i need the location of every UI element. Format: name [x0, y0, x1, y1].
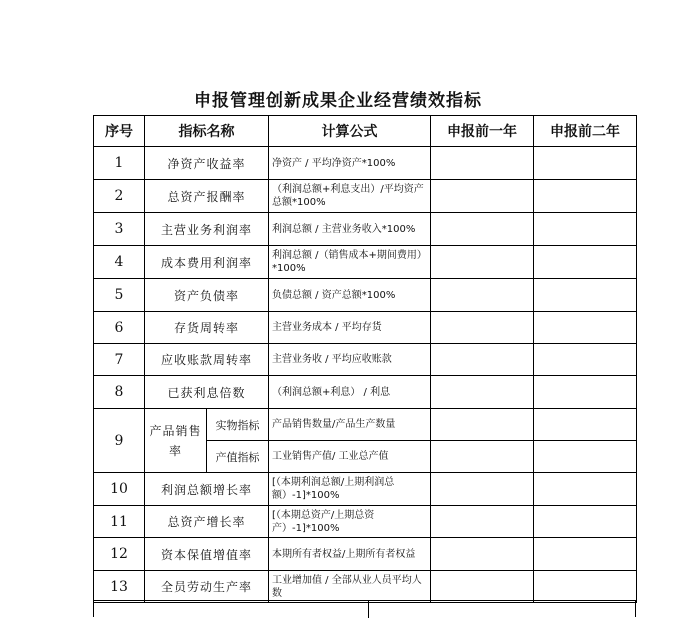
row-formula: 利润总额 / 主营业务收入*100% — [269, 213, 431, 246]
prev1-cell[interactable] — [431, 180, 534, 213]
row-name: 已获利息倍数 — [145, 376, 269, 409]
prev2-cell[interactable] — [534, 344, 637, 376]
table-row — [94, 213, 637, 246]
prev2-cell[interactable] — [534, 279, 637, 312]
row-formula: 利润总额 /（销售成本+期间费用）*100% — [269, 246, 431, 279]
row-formula: （利润总额+利息） / 利息 — [269, 376, 431, 409]
table-row — [94, 376, 637, 409]
row-seq: 8 — [94, 376, 145, 409]
row-sub-label: 产值指标 — [207, 441, 269, 473]
row-seq: 10 — [94, 473, 145, 506]
table-row — [94, 180, 637, 213]
row-name: 成本费用利润率 — [145, 246, 269, 279]
prev1-cell[interactable] — [431, 473, 534, 506]
prev2-cell[interactable] — [534, 213, 637, 246]
prev2-cell[interactable] — [534, 246, 637, 279]
row-name: 资本保值增值率 — [145, 538, 269, 571]
table-row — [94, 246, 637, 279]
table-row — [94, 473, 637, 506]
row-seq: 3 — [94, 213, 145, 246]
row-formula: [（本期利润总额/上期利润总额）-1]*100% — [269, 473, 431, 506]
prev2-cell[interactable] — [534, 571, 637, 603]
document-title: 申报管理创新成果企业经营绩效指标 — [194, 91, 482, 111]
prev1-cell[interactable] — [431, 571, 534, 603]
table-row — [94, 506, 637, 538]
prev1-cell[interactable] — [431, 409, 534, 441]
row-seq: 12 — [94, 538, 145, 571]
table-row — [94, 279, 637, 312]
prev2-cell[interactable] — [534, 376, 637, 409]
prev1-cell[interactable] — [431, 213, 534, 246]
table-continuation-row — [93, 600, 636, 617]
row-sub-label: 实物指标 — [207, 409, 269, 441]
table-row — [94, 409, 637, 441]
row-formula: 主营业务收 / 平均应收账款 — [269, 344, 431, 376]
row-formula: 主营业务成本 / 平均存货 — [269, 312, 431, 344]
row-seq: 9 — [94, 409, 145, 473]
row-formula: 本期所有者权益/上期所有者权益 — [269, 538, 431, 571]
row-seq: 13 — [94, 571, 145, 603]
header-name: 指标名称 — [145, 116, 269, 147]
prev2-cell[interactable] — [534, 180, 637, 213]
prev1-cell[interactable] — [431, 312, 534, 344]
prev1-cell[interactable] — [431, 441, 534, 473]
row-formula: 负债总额 / 资产总额*100% — [269, 279, 431, 312]
row-formula: [（本期总资产/上期总资产）-1]*100% — [269, 506, 431, 538]
row-seq: 2 — [94, 180, 145, 213]
table-row — [94, 312, 637, 344]
row-name: 存货周转率 — [145, 312, 269, 344]
header-prev1: 申报前一年 — [431, 116, 534, 147]
row-seq: 7 — [94, 344, 145, 376]
column-divider — [368, 601, 369, 618]
row-seq: 11 — [94, 506, 145, 538]
row-seq: 1 — [94, 147, 145, 180]
row-name: 资产负债率 — [145, 279, 269, 312]
row-name: 总资产报酬率 — [145, 180, 269, 213]
row-seq: 4 — [94, 246, 145, 279]
prev1-cell[interactable] — [431, 147, 534, 180]
table-row — [94, 571, 637, 603]
prev2-cell[interactable] — [534, 441, 637, 473]
prev2-cell[interactable] — [534, 506, 637, 538]
row-name: 主营业务利润率 — [145, 213, 269, 246]
prev1-cell[interactable] — [431, 344, 534, 376]
row-formula: （利润总额+利息支出）/平均资产总额*100% — [269, 180, 431, 213]
row-name: 净资产收益率 — [145, 147, 269, 180]
row-formula: 工业增加值 / 全部从业人员平均人数 — [269, 571, 431, 603]
prev1-cell[interactable] — [431, 376, 534, 409]
header-row — [94, 116, 637, 147]
prev2-cell[interactable] — [534, 147, 637, 180]
header-prev2: 申报前二年 — [534, 116, 637, 147]
performance-indicator-table — [93, 115, 637, 603]
row-name: 总资产增长率 — [145, 506, 269, 538]
prev2-cell[interactable] — [534, 312, 637, 344]
prev2-cell[interactable] — [534, 473, 637, 506]
row-name: 应收账款周转率 — [145, 344, 269, 376]
prev2-cell[interactable] — [534, 538, 637, 571]
row-name: 全员劳动生产率 — [145, 571, 269, 603]
row-formula: 工业销售产值/ 工业总产值 — [269, 441, 431, 473]
row-formula: 净资产 / 平均净资产*100% — [269, 147, 431, 180]
prev1-cell[interactable] — [431, 279, 534, 312]
header-formula: 计算公式 — [269, 116, 431, 147]
table-row — [94, 344, 637, 376]
header-seq: 序号 — [94, 116, 145, 147]
table-row — [94, 538, 637, 571]
row-name: 利润总额增长率 — [145, 473, 269, 506]
prev1-cell[interactable] — [431, 506, 534, 538]
prev2-cell[interactable] — [534, 409, 637, 441]
row-name: 产品销售率 — [145, 409, 207, 473]
prev1-cell[interactable] — [431, 538, 534, 571]
row-seq: 6 — [94, 312, 145, 344]
row-formula: 产品销售数量/产品生产数量 — [269, 409, 431, 441]
table-row — [94, 147, 637, 180]
row-seq: 5 — [94, 279, 145, 312]
prev1-cell[interactable] — [431, 246, 534, 279]
